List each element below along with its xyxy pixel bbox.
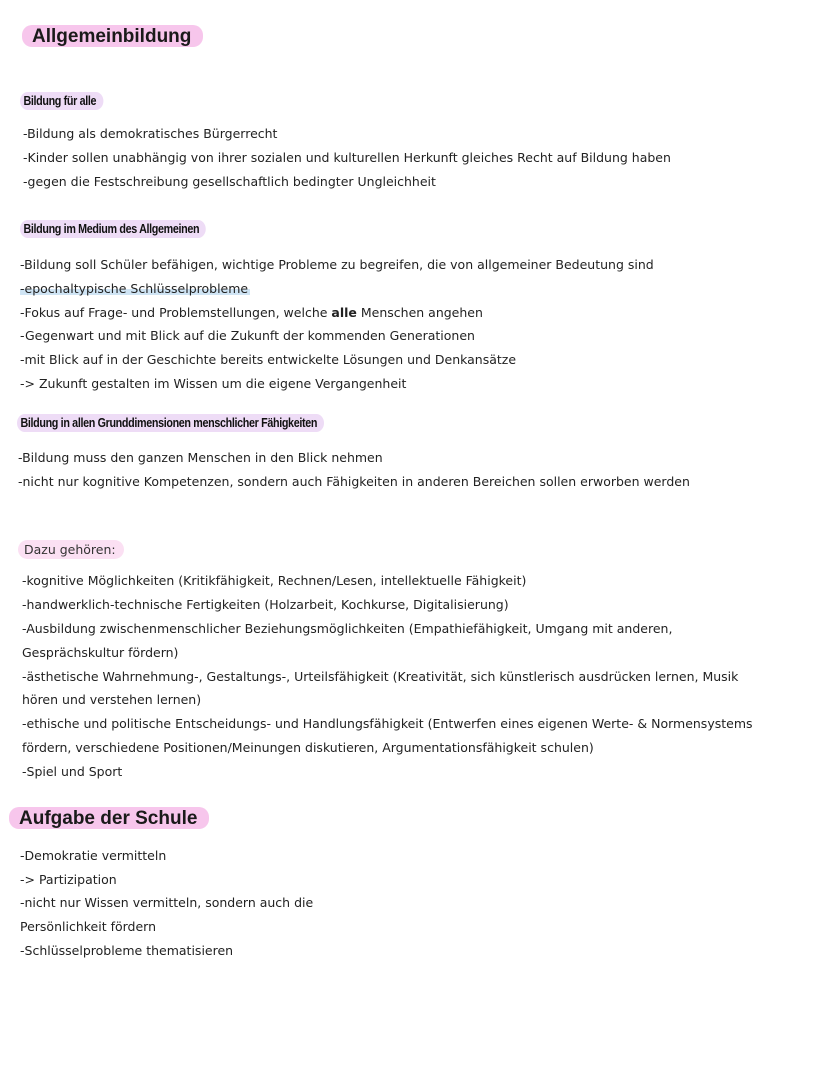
subheading-grunddimensionen: Bildung in allen Grunddimensionen menschlicher Fähigkeiten [17, 414, 324, 432]
section-title-allgemeinbildung: Allgemeinbildung [22, 25, 203, 47]
text-line: -handwerklich-technische Fertigkeiten (Holzarbeit, Kochkurse, Digitalisierung) [22, 597, 509, 612]
text-line: -> Zukunft gestalten im Wissen um die eigene Vergangenheit [20, 376, 407, 391]
text-line: -Demokratie vermitteln [20, 848, 167, 863]
key-term-highlight: -epochaltypische Schlüsselprobleme [20, 281, 249, 296]
text-line: -nicht nur Wissen vermitteln, sondern auch die [20, 895, 314, 910]
text-line: -Spiel und Sport [22, 764, 123, 779]
text-line: -nicht nur kognitive Kompetenzen, sondern auch Fähigkeiten in anderen Bereichen sollen erworben werden [18, 474, 690, 489]
subheading-bildung-fuer-alle: Bildung für alle [20, 92, 103, 110]
text-line: -Bildung soll Schüler befähigen, wichtige Probleme zu begreifen, die von allgemeiner Bedeutung sind [20, 257, 654, 272]
text-line: -Kinder sollen unabhängig von ihrer sozialen und kulturellen Herkunft gleiches Recht auf Bildung haben [23, 150, 671, 165]
text-line: -ästhetische Wahrnehmung-, Gestaltungs-, Urteilsfähigkeit (Kreativität, sich künstlerisch ausdrücken lernen, Musik [22, 669, 739, 684]
text-line: Gesprächskultur fördern) [22, 645, 179, 660]
text-line: -kognitive Möglichkeiten (Kritikfähigkeit, Rechnen/Lesen, intellektuelle Fähigkeit) [22, 573, 527, 588]
text-line: -mit Blick auf in der Geschichte bereits entwickelte Lösungen und Denkansätze [20, 352, 517, 367]
text-line: -Gegenwart und mit Blick auf die Zukunft der kommenden Generationen [20, 328, 475, 343]
section-title-aufgabe-der-schule: Aufgabe der Schule [9, 807, 209, 829]
subheading-bildung-im-medium: Bildung im Medium des Allgemeinen [20, 220, 206, 238]
text-fragment: -Fokus auf Frage- und Problemstellungen, welche [20, 305, 332, 320]
bold-word: alle [331, 305, 357, 320]
text-line: hören und verstehen lernen) [22, 692, 202, 707]
text-line [20, 305, 483, 321]
text-line: -> Partizipation [20, 872, 117, 887]
key-term-line [20, 281, 250, 297]
text-line: -gegen die Festschreibung gesellschaftlich bedingter Ungleichheit [23, 174, 436, 189]
text-fragment: Menschen angehen [356, 305, 483, 320]
text-line: -Ausbildung zwischenmenschlicher Beziehungsmöglichkeiten (Empathiefähigkeit, Umgang mit anderen, [22, 621, 673, 636]
text-line: Persönlichkeit fördern [20, 919, 157, 934]
label-dazu-gehoeren: Dazu gehören: [18, 540, 124, 559]
text-line: fördern, verschiedene Positionen/Meinungen diskutieren, Argumentationsfähigkeit schulen) [22, 740, 594, 755]
text-line: -Bildung muss den ganzen Menschen in den Blick nehmen [18, 450, 383, 465]
text-line: -ethische und politische Entscheidungs- und Handlungsfähigkeit (Entwerfen eines eigenen Werte- & Normensystems [22, 716, 753, 731]
text-line: -Schlüsselprobleme thematisieren [20, 943, 234, 958]
text-line: -Bildung als demokratisches Bürgerrecht [23, 126, 278, 141]
